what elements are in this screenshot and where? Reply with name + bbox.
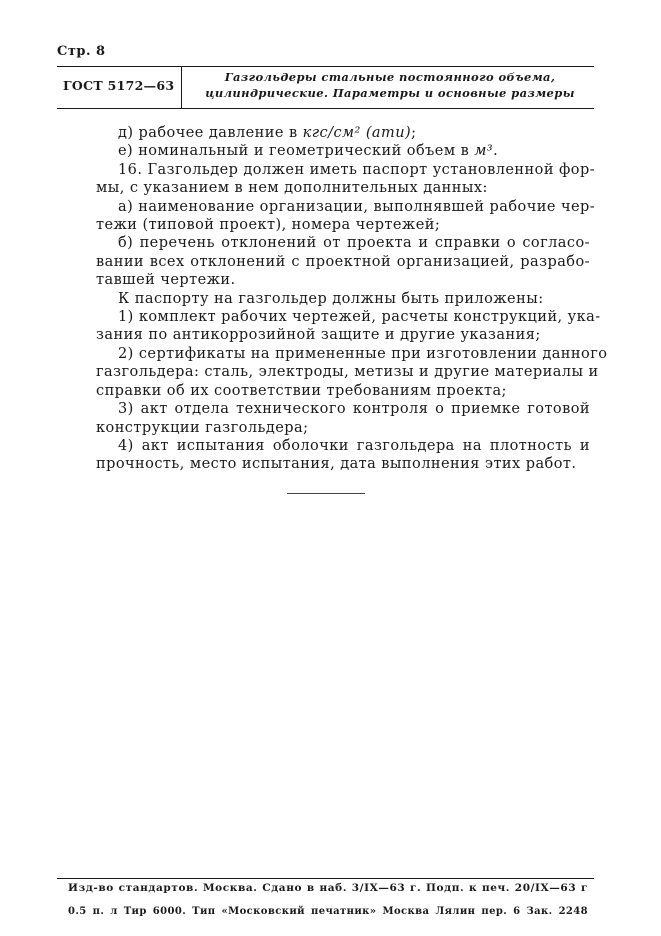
item-d xyxy=(96,124,590,142)
imprint-line-2: 0.5 п. л Тир 6000. Тип «Московский печатник» Москва Лялин пер. 6 Зак. 2248 xyxy=(68,906,588,917)
item-a-line-1: а) наименование организации, выполнявшей рабочие чер- xyxy=(118,198,596,215)
imprint-line-1: Изд-во стандартов. Москва. Сдано в наб. 3/IX—63 г. Подп. к печ. 20/IX—63 г xyxy=(68,882,588,894)
attachment-4-line-2: прочность, место испытания, дата выполнения этих работ. xyxy=(96,456,577,473)
item-d-suffix: ; xyxy=(411,125,417,141)
item-e-suffix: . xyxy=(493,143,499,160)
item-a xyxy=(96,198,596,235)
item-b-line-2: вании всех отклонений с проектной организацией, разрабо- xyxy=(96,253,590,270)
standard-code: ГОСТ 5172—63 xyxy=(63,78,175,93)
attachments-intro: К паспорту на газгольдер должны быть приложены: xyxy=(118,290,544,307)
section-divider xyxy=(287,493,365,494)
standard-title-line-1: Газгольдеры стальные постоянного объема, xyxy=(224,70,556,84)
item-d-text: д) рабочее давление в xyxy=(118,125,303,141)
item-d-unit: кгс/см² (ати) xyxy=(302,125,412,141)
document-body xyxy=(96,124,608,474)
header-separator xyxy=(181,66,182,109)
attachment-1-line-2: зания по антикоррозийной защите и другие указания; xyxy=(96,327,541,344)
item-e xyxy=(96,142,590,160)
attachment-1 xyxy=(96,308,601,345)
standard-title-line-2: цилиндрические. Параметры и основные размеры xyxy=(205,86,575,100)
item-b-line-1: б) перечень отклонений от проекта и справки о согласо- xyxy=(118,235,590,252)
item-e-unit: м³ xyxy=(474,143,494,160)
footer-rule xyxy=(57,878,594,879)
attachment-4-line-1: 4) акт испытания оболочки газгольдера на плотность и xyxy=(118,437,590,454)
attachment-3 xyxy=(96,400,590,437)
paragraph-16-line-1: 16. Газгольдер должен иметь паспорт установленной фор- xyxy=(118,161,596,178)
attachment-2-line-2: газгольдера: сталь, электроды, метизы и другие материалы и xyxy=(96,364,599,381)
paragraph-16 xyxy=(96,161,596,198)
header-rule-bottom xyxy=(57,108,594,109)
attachment-2-line-3: справки об их соответствии требованиям проекта; xyxy=(96,382,507,399)
item-b-line-3: тавшей чертежи. xyxy=(96,272,236,289)
header-rule-top xyxy=(57,66,594,67)
page-number: Стр. 8 xyxy=(57,44,106,59)
item-b xyxy=(96,234,590,289)
standard-title xyxy=(190,69,590,101)
attachment-2-line-1: 2) сертификаты на примененные при изготовлении данного xyxy=(118,345,608,362)
attachment-1-line-1: 1) комплект рабочих чертежей, расчеты конструкций, ука- xyxy=(118,309,601,326)
item-a-line-2: тежи (типовой проект), номера чертежей; xyxy=(96,217,441,234)
attachment-3-line-2: конструкции газгольдера; xyxy=(96,419,309,436)
attachment-2 xyxy=(96,345,608,400)
attachment-4 xyxy=(96,437,590,474)
attachment-3-line-1: 3) акт отдела технического контроля о приемке готовой xyxy=(118,401,590,418)
item-e-text: е) номинальный и геометрический объем в xyxy=(118,143,475,160)
paragraph-16-line-2: мы, с указанием в нем дополнительных данных: xyxy=(96,180,488,197)
